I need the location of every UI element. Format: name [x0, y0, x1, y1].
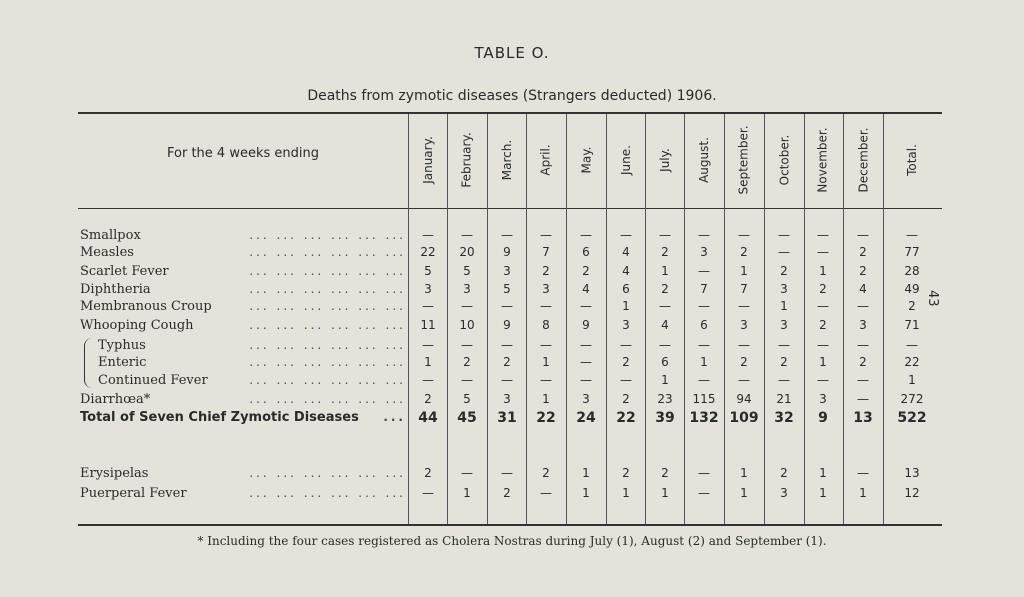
leader-dots: ... ... ... ... ... ... — [249, 264, 406, 278]
table-cell: 23 — [657, 392, 673, 406]
table-cell: 12 — [904, 486, 920, 500]
table-cell: 1 — [661, 373, 669, 387]
table-cell: — — [540, 373, 552, 387]
table-cell: 2 — [859, 264, 867, 278]
table-cell: — — [501, 373, 513, 387]
month-header-label: September. — [737, 125, 752, 195]
row-label — [80, 299, 406, 314]
table-cell: 28 — [904, 264, 920, 278]
table-cell: 5 — [424, 264, 432, 278]
leader-dots: ... ... ... ... ... ... — [249, 392, 406, 406]
row-label-text: Typhus — [98, 338, 150, 353]
table-cell: 22 — [904, 355, 920, 369]
table-cell: 2 — [780, 264, 788, 278]
table-row — [0, 355, 1024, 373]
table-cell: 3 — [819, 392, 827, 406]
footnote: * Including the four cases registered as Cholera Nostras during July (1), August (2) and September (1). — [197, 534, 827, 548]
table-cell: 2 — [622, 355, 630, 369]
row-label — [80, 466, 406, 481]
table-cell: 115 — [692, 392, 716, 406]
leader-dots: ... ... ... ... ... ... — [249, 466, 406, 480]
row-label-text: Puerperal Fever — [80, 486, 191, 501]
table-cell: 2 — [503, 486, 511, 500]
row-label — [80, 318, 406, 333]
table-cell: — — [501, 299, 513, 313]
table-cell: — — [698, 486, 710, 500]
table-cell: — — [501, 466, 513, 480]
table-cell: 94 — [736, 392, 752, 406]
table-cell: 2 — [424, 392, 432, 406]
table-cell: 2 — [780, 466, 788, 480]
table-cell: — — [738, 228, 750, 242]
row-label-text: Diphtheria — [80, 282, 155, 297]
table-cell: 2 — [424, 466, 432, 480]
table-cell: 3 — [622, 318, 630, 332]
header-rule — [78, 208, 942, 209]
table-cell: — — [580, 338, 592, 352]
table-cell: — — [778, 338, 790, 352]
row-label-text: Erysipelas — [80, 466, 152, 481]
table-cell: 5 — [503, 282, 511, 296]
table-cell: 5 — [463, 264, 471, 278]
leader-dots: ... ... ... ... ... ... — [249, 338, 406, 352]
top-rule — [78, 112, 942, 114]
table-cell: — — [422, 228, 434, 242]
table-row — [0, 466, 1024, 484]
table-cell: 1 — [463, 486, 471, 500]
table-row — [0, 282, 1024, 300]
table-cell: 1 — [582, 466, 590, 480]
table-row — [0, 486, 1024, 504]
table-cell: — — [422, 486, 434, 500]
table-cell: — — [817, 338, 829, 352]
table-cell: 1 — [661, 264, 669, 278]
table-cell: 3 — [780, 486, 788, 500]
leader-dots: ... ... ... ... ... ... — [249, 228, 406, 242]
table-cell: 6 — [622, 282, 630, 296]
table-cell: 2 — [661, 282, 669, 296]
table-cell: 2 — [542, 264, 550, 278]
month-header — [646, 116, 684, 204]
table-cell: — — [738, 299, 750, 313]
row-label — [80, 410, 406, 425]
table-cell: — — [580, 373, 592, 387]
table-cell: 24 — [576, 410, 596, 426]
leader-dots: ... ... ... ... ... ... — [249, 355, 406, 369]
month-header-label: December. — [856, 127, 871, 193]
table-cell: 3 — [780, 318, 788, 332]
month-header — [884, 116, 940, 204]
row-label — [80, 228, 406, 243]
table-cell: — — [461, 373, 473, 387]
row-label-text: Continued Fever — [98, 373, 212, 388]
row-label — [80, 245, 406, 260]
table-cell: 71 — [904, 318, 920, 332]
table-cell: 1 — [819, 355, 827, 369]
month-header-label: August. — [697, 137, 711, 183]
table-cell: 132 — [689, 410, 719, 426]
table-cell: 109 — [729, 410, 759, 426]
table-cell: 4 — [622, 245, 630, 259]
row-label — [98, 338, 406, 353]
table-cell: 3 — [582, 392, 590, 406]
table-cell: — — [738, 338, 750, 352]
table-cell: 31 — [497, 410, 517, 426]
table-cell: 1 — [819, 466, 827, 480]
row-label-text: Diarrhœa* — [80, 392, 154, 407]
table-cell: 1 — [700, 355, 708, 369]
month-header-label: February. — [460, 132, 474, 188]
table-cell: — — [778, 228, 790, 242]
table-cell: 3 — [859, 318, 867, 332]
table-cell: — — [580, 299, 592, 313]
month-header-label: June. — [618, 145, 633, 175]
table-row — [0, 299, 1024, 317]
table-cell: 22 — [536, 410, 556, 426]
table-cell: 13 — [853, 410, 873, 426]
table-cell: 2 — [661, 466, 669, 480]
table-row — [0, 264, 1024, 282]
bottom-rule — [78, 524, 942, 526]
table-cell: 1 — [740, 486, 748, 500]
row-label — [80, 392, 406, 407]
header-label: For the 4 weeks ending — [167, 146, 319, 161]
month-header-label: January. — [421, 136, 436, 184]
table-cell: — — [817, 228, 829, 242]
table-cell: 1 — [780, 299, 788, 313]
table-cell: 3 — [503, 392, 511, 406]
table-cell: 3 — [503, 264, 511, 278]
table-cell: 77 — [904, 245, 920, 259]
table-cell: 45 — [457, 410, 477, 426]
table-cell: — — [906, 228, 918, 242]
table-row — [0, 318, 1024, 336]
leader-dots: ... ... ... ... ... ... — [249, 282, 406, 296]
table-cell: 1 — [582, 486, 590, 500]
month-header-label: Total. — [905, 144, 919, 176]
table-cell: — — [698, 466, 710, 480]
leader-dots: ... ... ... ... ... ... — [249, 486, 406, 500]
table-cell: — — [857, 392, 869, 406]
leader-dots: ... ... ... ... ... ... — [249, 299, 406, 313]
table-cell: 2 — [859, 355, 867, 369]
row-label — [80, 486, 406, 501]
table-cell: 9 — [818, 410, 828, 426]
table-cell: 9 — [582, 318, 590, 332]
table-row — [0, 338, 1024, 356]
table-cell: 10 — [459, 318, 475, 332]
row-label-text: Enteric — [98, 355, 150, 370]
table-cell: 2 — [622, 466, 630, 480]
table-cell: — — [659, 299, 671, 313]
table-cell: — — [422, 373, 434, 387]
table-cell: — — [461, 338, 473, 352]
table-cell: 2 — [740, 245, 748, 259]
table-cell: — — [778, 245, 790, 259]
table-cell: 2 — [661, 245, 669, 259]
row-label — [98, 373, 406, 388]
row-label-text: Smallpox — [80, 228, 145, 243]
table-cell: 21 — [776, 392, 792, 406]
table-cell: 1 — [740, 466, 748, 480]
table-cell: 1 — [819, 264, 827, 278]
table-cell: 7 — [542, 245, 550, 259]
table-cell: — — [580, 228, 592, 242]
table-cell: — — [906, 338, 918, 352]
table-cell: — — [620, 338, 632, 352]
leader-dots: ... ... ... ... ... ... — [249, 373, 406, 387]
month-header — [844, 116, 882, 204]
month-header-label: November. — [816, 127, 831, 193]
month-header-label: March. — [500, 139, 514, 181]
table-cell: — — [461, 299, 473, 313]
table-cell: 2 — [740, 355, 748, 369]
table-cell: — — [422, 299, 434, 313]
table-cell: 2 — [908, 299, 916, 313]
table-cell: 2 — [542, 466, 550, 480]
table-cell: 1 — [622, 486, 630, 500]
row-label-text: Measles — [80, 245, 138, 260]
table-cell: 9 — [503, 318, 511, 332]
table-cell: 4 — [661, 318, 669, 332]
table-cell: — — [857, 466, 869, 480]
table-cell: — — [501, 338, 513, 352]
table-cell: — — [698, 299, 710, 313]
leader-dots: ... ... ... ... ... ... — [249, 245, 406, 259]
table-subtitle: Deaths from zymotic diseases (Strangers deducted) 1906. — [307, 88, 717, 104]
typhoid-group-brace — [84, 338, 93, 388]
table-cell: 1 — [819, 486, 827, 500]
table-cell: — — [817, 373, 829, 387]
table-cell: — — [778, 373, 790, 387]
table-cell: 2 — [819, 282, 827, 296]
month-header — [448, 116, 486, 204]
table-cell: 4 — [622, 264, 630, 278]
month-header-label: April. — [539, 144, 553, 176]
table-cell: 3 — [740, 318, 748, 332]
month-header-label: October. — [777, 134, 791, 186]
table-cell: 272 — [900, 392, 924, 406]
table-cell: 522 — [897, 410, 927, 426]
table-cell: — — [857, 373, 869, 387]
table-cell: — — [461, 228, 473, 242]
table-cell: 2 — [622, 392, 630, 406]
table-cell: 39 — [655, 410, 675, 426]
table-row — [0, 373, 1024, 391]
table-cell: 3 — [424, 282, 432, 296]
month-header-label: July. — [658, 148, 672, 172]
table-cell: 49 — [904, 282, 920, 296]
table-cell: 3 — [780, 282, 788, 296]
table-cell: — — [698, 264, 710, 278]
table-row — [0, 392, 1024, 410]
table-cell: 22 — [616, 410, 636, 426]
table-cell: 13 — [904, 466, 920, 480]
row-label-text: Membranous Croup — [80, 299, 216, 314]
table-cell: 2 — [463, 355, 471, 369]
row-label-text: Whooping Cough — [80, 318, 198, 333]
table-cell: — — [857, 299, 869, 313]
table-cell: — — [540, 338, 552, 352]
table-cell: 8 — [542, 318, 550, 332]
table-cell: 6 — [582, 245, 590, 259]
table-cell: 22 — [420, 245, 436, 259]
page-number: 43 — [925, 290, 940, 307]
month-header — [607, 116, 645, 204]
table-cell: — — [461, 466, 473, 480]
table-cell: 1 — [908, 373, 916, 387]
table-cell: 2 — [780, 355, 788, 369]
table-cell: 1 — [661, 486, 669, 500]
table-cell: 7 — [700, 282, 708, 296]
table-cell: — — [857, 338, 869, 352]
month-header — [488, 116, 526, 204]
month-header — [725, 116, 763, 204]
row-label — [98, 355, 406, 370]
table-cell: 9 — [503, 245, 511, 259]
table-cell: — — [501, 228, 513, 242]
table-cell: 1 — [859, 486, 867, 500]
table-cell: 20 — [459, 245, 475, 259]
table-cell: 4 — [859, 282, 867, 296]
table-cell: 3 — [542, 282, 550, 296]
table-cell: — — [817, 245, 829, 259]
table-cell: — — [698, 228, 710, 242]
month-header — [804, 116, 842, 204]
table-cell: 1 — [542, 355, 550, 369]
table-cell: — — [422, 338, 434, 352]
table-cell: — — [540, 228, 552, 242]
table-cell: 1 — [542, 392, 550, 406]
month-header — [567, 116, 605, 204]
table-cell: 3 — [700, 245, 708, 259]
table-row — [0, 245, 1024, 263]
table-cell: 11 — [420, 318, 436, 332]
table-cell: 7 — [740, 282, 748, 296]
table-cell: 1 — [424, 355, 432, 369]
table-cell: 1 — [622, 299, 630, 313]
row-label — [80, 264, 406, 279]
month-header — [409, 116, 447, 204]
table-cell: 1 — [740, 264, 748, 278]
table-cell: — — [620, 228, 632, 242]
leader-dots: ... — [383, 410, 406, 424]
row-label — [80, 282, 406, 297]
table-cell: 2 — [859, 245, 867, 259]
table-row — [0, 410, 1024, 428]
table-cell: — — [738, 373, 750, 387]
table-cell: — — [620, 373, 632, 387]
table-cell: — — [857, 228, 869, 242]
table-cell: — — [540, 486, 552, 500]
table-cell: 2 — [819, 318, 827, 332]
month-header — [765, 116, 803, 204]
table-cell: — — [698, 338, 710, 352]
table-cell: — — [580, 355, 592, 369]
month-header — [527, 116, 565, 204]
table-row — [0, 228, 1024, 246]
table-title: TABLE O. — [474, 44, 550, 62]
table-cell: 6 — [661, 355, 669, 369]
table-cell: — — [698, 373, 710, 387]
table-cell: — — [540, 299, 552, 313]
table-cell: 6 — [700, 318, 708, 332]
row-label-text: Total of Seven Chief Zymotic Diseases — [80, 410, 363, 425]
month-header-label: May. — [578, 146, 593, 174]
table-cell: — — [817, 299, 829, 313]
table-cell: — — [659, 338, 671, 352]
table-cell: 2 — [503, 355, 511, 369]
table-cell: — — [659, 228, 671, 242]
table-cell: 2 — [582, 264, 590, 278]
month-header — [685, 116, 723, 204]
table-cell: 32 — [774, 410, 794, 426]
table-cell: 4 — [582, 282, 590, 296]
table-cell: 3 — [463, 282, 471, 296]
table-cell: 44 — [418, 410, 438, 426]
leader-dots: ... ... ... ... ... ... — [249, 318, 406, 332]
table-cell: 5 — [463, 392, 471, 406]
row-label-text: Scarlet Fever — [80, 264, 173, 279]
